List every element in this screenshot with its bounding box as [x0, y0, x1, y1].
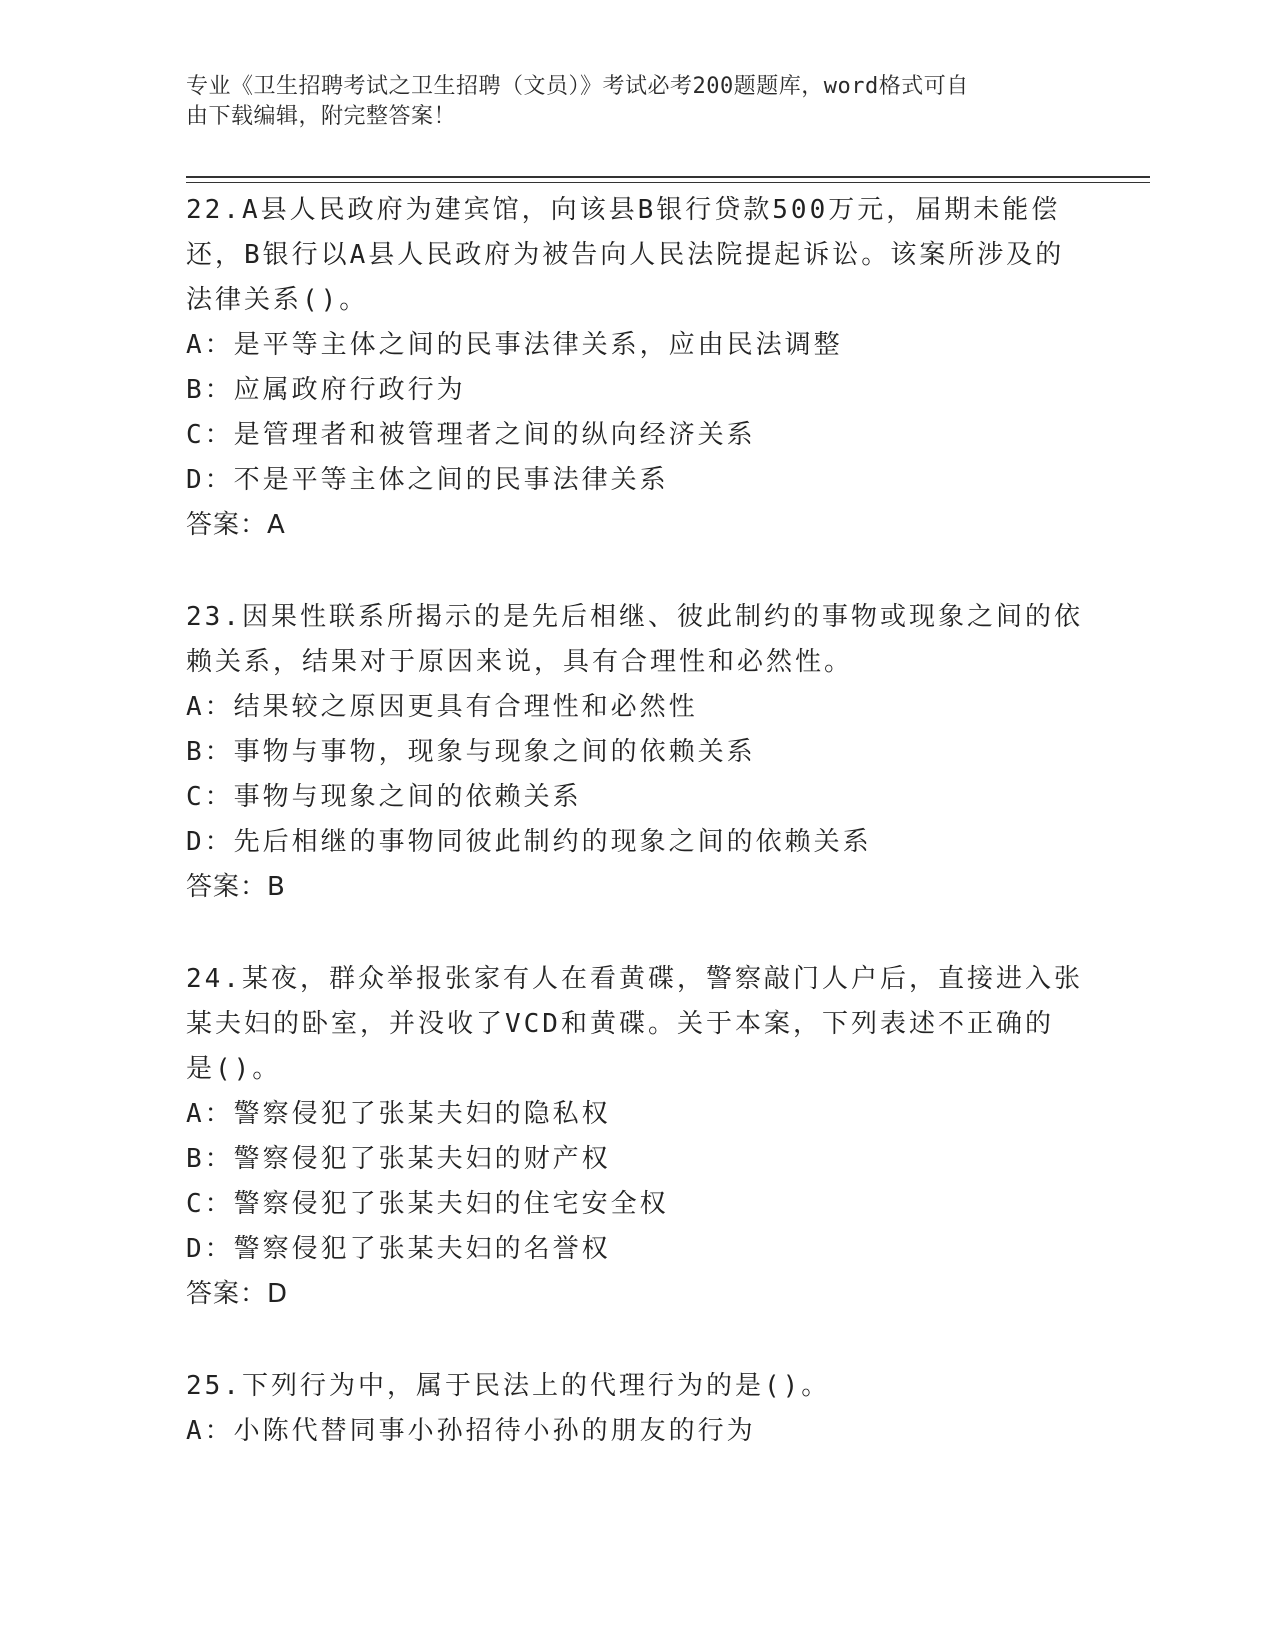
answer-label: 答案：A [186, 510, 286, 540]
question-stem-line: 22.A县人民政府为建宾馆，向该县B银行贷款500万元，届期未能偿 [186, 195, 1061, 225]
question-24 [186, 957, 1086, 1317]
option-b: B：警察侵犯了张某夫妇的财产权 [186, 1144, 611, 1174]
document-header [186, 72, 1066, 132]
question-stem-line: 赖关系，结果对于原因来说，具有合理性和必然性。 [186, 647, 854, 677]
option-c: C：警察侵犯了张某夫妇的住宅安全权 [186, 1189, 669, 1219]
question-stem-line: 法律关系()。 [186, 285, 369, 315]
answer-label: 答案：D [186, 1279, 289, 1309]
question-stem-line: 是()。 [186, 1054, 282, 1084]
question-stem-line: 某夫妇的卧室，并没收了VCD和黄碟。关于本案，下列表述不正确的 [186, 1009, 1054, 1039]
question-stem-line: 24.某夜，群众举报张家有人在看黄碟，警察敲门人户后，直接进入张 [186, 964, 1083, 994]
question-stem-line: 23.因果性联系所揭示的是先后相继、彼此制约的事物或现象之间的依 [186, 602, 1083, 632]
option-c: C：事物与现象之间的依赖关系 [186, 782, 582, 812]
question-22 [186, 188, 1086, 548]
question-spacer [186, 910, 1086, 957]
question-list [186, 188, 1086, 1454]
question-25 [186, 1364, 1086, 1454]
option-d: D：不是平等主体之间的民事法律关系 [186, 465, 669, 495]
question-spacer [186, 548, 1086, 595]
question-spacer [186, 1317, 1086, 1364]
option-a: A：警察侵犯了张某夫妇的隐私权 [186, 1099, 611, 1129]
question-stem-line: 还，B银行以A县人民政府为被告向人民法院提起诉讼。该案所涉及的 [186, 240, 1065, 270]
option-d: D：先后相继的事物同彼此制约的现象之间的依赖关系 [186, 827, 872, 857]
option-b: B：事物与事物，现象与现象之间的依赖关系 [186, 737, 756, 767]
header-line-2: 由下载编辑，附完整答案！ [186, 104, 457, 129]
option-a: A：小陈代替同事小孙招待小孙的朋友的行为 [186, 1416, 756, 1446]
option-c: C：是管理者和被管理者之间的纵向经济关系 [186, 420, 756, 450]
question-stem-line: 25.下列行为中，属于民法上的代理行为的是()。 [186, 1371, 831, 1401]
answer-label: 答案：B [186, 872, 286, 902]
option-a: A：结果较之原因更具有合理性和必然性 [186, 692, 698, 722]
option-b: B：应属政府行政行为 [186, 375, 466, 405]
header-divider-thick [186, 176, 1150, 178]
header-divider-thin [186, 182, 1150, 183]
option-d: D：警察侵犯了张某夫妇的名誉权 [186, 1234, 611, 1264]
option-a: A：是平等主体之间的民事法律关系，应由民法调整 [186, 330, 843, 360]
question-23 [186, 595, 1086, 910]
header-line-1: 专业《卫生招聘考试之卫生招聘（文员）》考试必考200题题库，word格式可自 [186, 74, 969, 99]
